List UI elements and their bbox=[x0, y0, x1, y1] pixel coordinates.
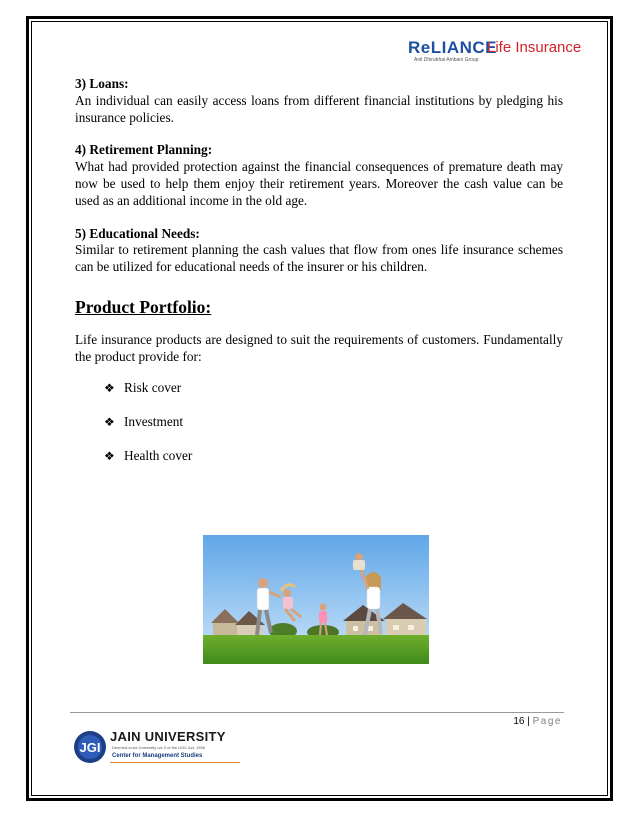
logo-brand: ReLIANCE bbox=[408, 38, 498, 57]
section-body-loans: An individual can easily access loans from different financial institutions by pledging his insurance policies. bbox=[75, 92, 563, 125]
section-heading-retirement: 4) Retirement Planning: bbox=[75, 142, 213, 158]
list-item bbox=[104, 414, 563, 448]
diamond-bullet-icon: ❖ bbox=[104, 448, 115, 463]
diamond-bullet-icon: ❖ bbox=[104, 380, 115, 395]
footer-divider bbox=[70, 712, 564, 713]
section-body-retirement: What had provided protection against the financial consequences of premature death may now be used to help them enjoy their retirement years. Moreover the cash value can be used as an additional income in the old age. bbox=[75, 159, 563, 208]
list-item-label: Health cover bbox=[124, 447, 193, 463]
jgi-emblem bbox=[72, 729, 110, 767]
university-name: JAIN UNIVERSITY bbox=[110, 729, 226, 744]
family-photo bbox=[203, 535, 429, 664]
reliance-life-insurance-logo bbox=[408, 38, 582, 68]
page-number-separator: | bbox=[524, 716, 533, 727]
list-item bbox=[104, 448, 563, 482]
list-item bbox=[104, 380, 563, 414]
product-list bbox=[104, 380, 563, 482]
diamond-bullet-icon: ❖ bbox=[104, 414, 115, 429]
jain-university-logo bbox=[72, 726, 242, 766]
list-item-label: Risk cover bbox=[124, 379, 182, 395]
page-number-word: Page bbox=[532, 716, 562, 727]
list-item-label: Investment bbox=[124, 413, 184, 429]
logo-product: Life Insurance bbox=[487, 39, 582, 56]
section-heading-loans: 3) Loans: bbox=[75, 76, 129, 91]
section-body-education: Similar to retirement planning the cash values that flow from ones life insurance schemes can be utilized for educational needs of the insurer or his children. bbox=[75, 242, 563, 275]
department-name: Center for Management Studies bbox=[112, 753, 203, 759]
department-underline bbox=[110, 762, 240, 763]
page-number-value: 16 bbox=[513, 716, 525, 727]
product-portfolio-title: Product Portfolio: bbox=[75, 296, 212, 317]
product-portfolio-intro: Life insurance products are designed to suit the requirements of customers. Fundamentally the product provide for: bbox=[75, 331, 563, 364]
jgi-emblem-text: JGI bbox=[79, 740, 101, 755]
university-subtitle: Deemed-to-be University u/s 3 of the UGC Act, 1956 bbox=[112, 745, 205, 750]
page-number bbox=[513, 716, 562, 727]
section-heading-education: 5) Educational Needs: bbox=[75, 225, 200, 241]
document-body bbox=[75, 76, 563, 482]
logo-group: Anil Dhirubhai Ambani Group bbox=[414, 57, 479, 63]
